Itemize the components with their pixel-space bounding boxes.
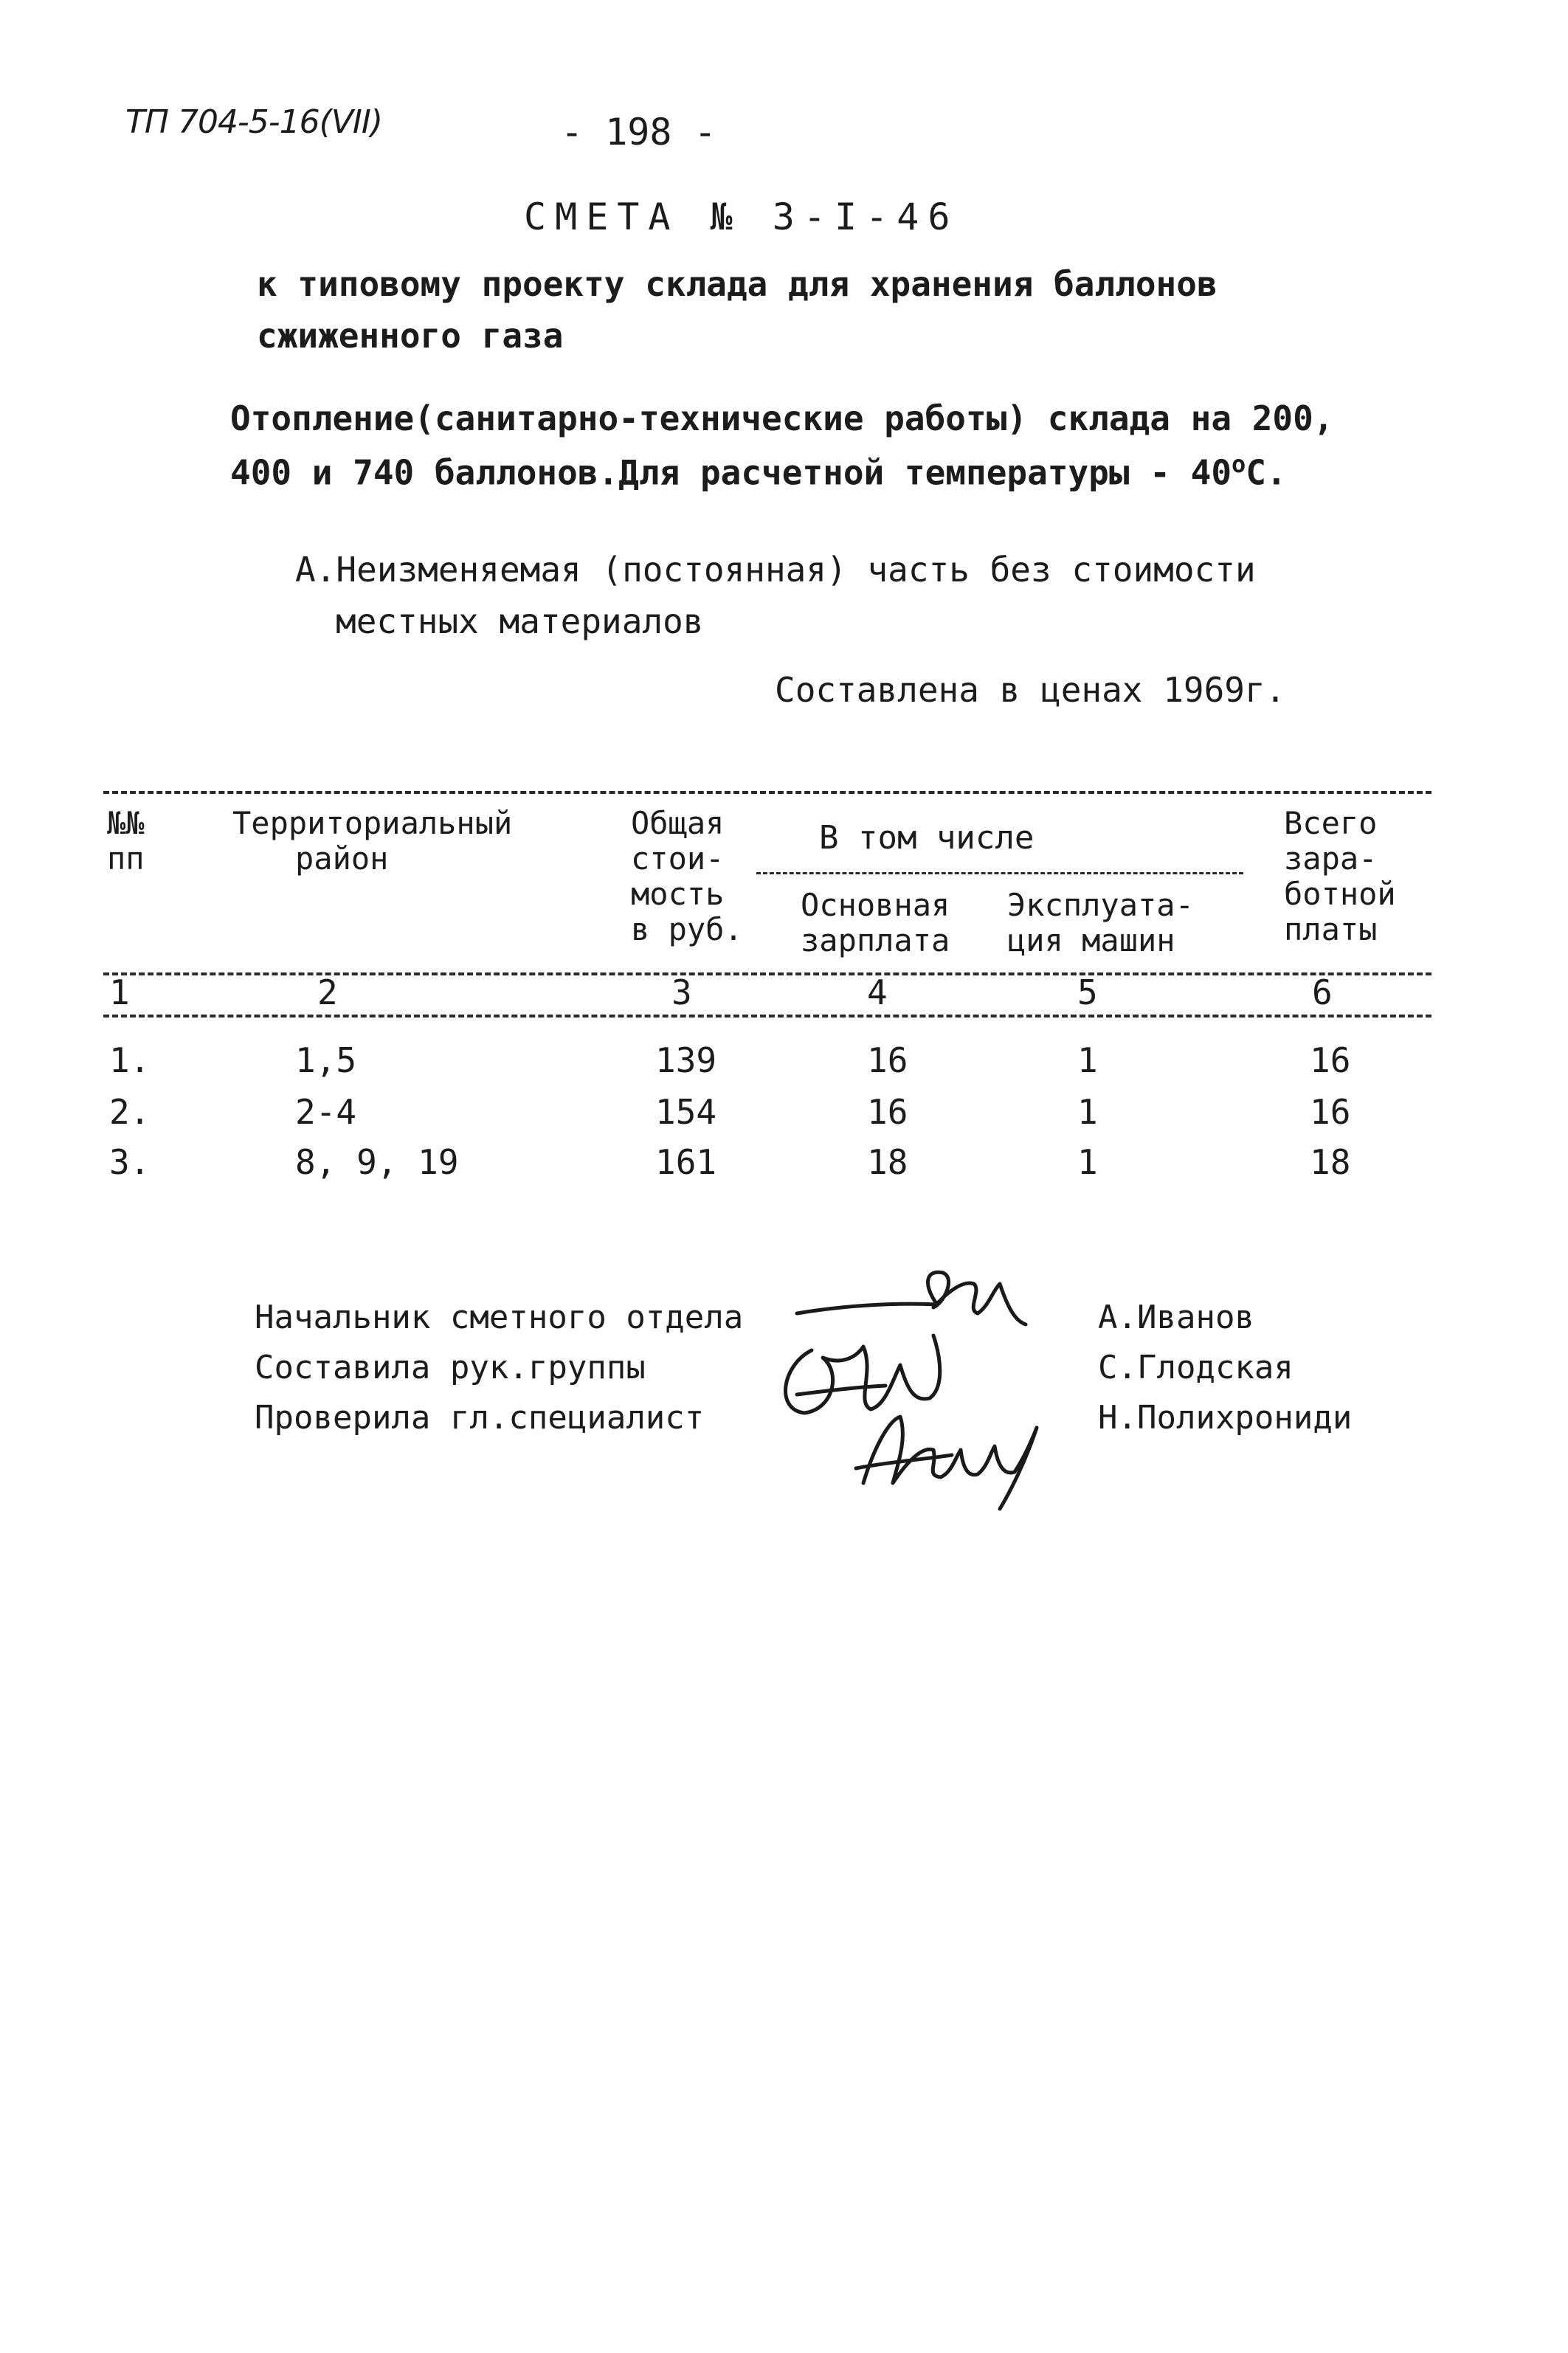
- title-subtitle-line1: к типовому проекту склада для хранения баллонов: [257, 264, 1218, 304]
- doc-code: ТП 704-5-16(VII): [125, 103, 383, 141]
- signature-role-2: Составила рук.группы: [255, 1349, 646, 1386]
- header-total-l3: мость: [631, 876, 725, 912]
- colnum-1: 1: [109, 972, 130, 1012]
- row2-region: 2-4: [295, 1092, 357, 1132]
- row2-total: 154: [655, 1092, 717, 1132]
- row1-total: 139: [655, 1040, 717, 1080]
- header-machines-l2: ция машин: [1007, 922, 1175, 958]
- header-basic-l2: зарплата: [801, 922, 950, 958]
- subject-line2: [230, 450, 1287, 492]
- row3-machines: 1: [1077, 1142, 1098, 1182]
- subject-line1: Отопление(санитарно-технические работы) склада на 200,: [230, 398, 1334, 438]
- row1-wages: 16: [1310, 1040, 1351, 1080]
- colnum-3: 3: [671, 972, 692, 1012]
- handwritten-signatures: [753, 1262, 1063, 1513]
- row1-region: 1,5: [295, 1040, 357, 1080]
- signature-role-1: Начальник сметного отдела: [255, 1299, 744, 1336]
- header-num-l2: пп: [107, 840, 145, 877]
- row3-region: 8, 9, 19: [295, 1142, 459, 1182]
- row3-total: 161: [655, 1142, 717, 1182]
- row2-wages: 16: [1310, 1092, 1351, 1132]
- header-wages-l3: ботной: [1284, 876, 1396, 912]
- header-basic-l1: Основная: [801, 887, 950, 923]
- document-title: СМЕТА № 3-I-46: [524, 196, 959, 238]
- title-subtitle-line2: сжиженного газа: [257, 316, 564, 356]
- header-wages-l4: платы: [1284, 911, 1378, 947]
- header-bottom-rule: [103, 972, 1431, 975]
- header-including-rule: [756, 872, 1243, 874]
- row3-basic: 18: [867, 1142, 908, 1182]
- header-total-l1: Общая: [631, 805, 725, 841]
- table-top-rule: [103, 791, 1431, 794]
- row2-machines: 1: [1077, 1092, 1098, 1132]
- header-machines-l1: Эксплуата-: [1007, 887, 1194, 923]
- price-note: Составлена в ценах 1969г.: [775, 670, 1286, 710]
- subject-line2-unit: С.: [1246, 452, 1287, 493]
- colnum-2: 2: [317, 972, 338, 1012]
- degree-sign: о: [1232, 450, 1246, 478]
- page-number: - 198 -: [561, 111, 716, 153]
- header-total-l4: в руб.: [631, 911, 743, 947]
- header-wages-l2: зара-: [1284, 840, 1378, 877]
- colnum-bottom-rule: [103, 1015, 1431, 1017]
- signature-role-3: Проверила гл.специалист: [255, 1399, 705, 1437]
- header-wages-l1: Всего: [1284, 805, 1378, 841]
- row2-num: 2.: [109, 1092, 151, 1132]
- signature-name-3: Н.Полихрониди: [1098, 1399, 1353, 1437]
- colnum-6: 6: [1312, 972, 1333, 1012]
- row2-basic: 16: [867, 1092, 908, 1132]
- colnum-4: 4: [867, 972, 888, 1012]
- header-num-l1: №№: [107, 805, 145, 841]
- row1-num: 1.: [109, 1040, 151, 1080]
- signature-name-1: А.Иванов: [1098, 1299, 1254, 1336]
- header-including: В том числе: [819, 819, 1035, 857]
- signature-name-2: С.Глодская: [1098, 1349, 1294, 1386]
- header-region-l2: район: [295, 840, 389, 877]
- subject-line2-text: 400 и 740 баллонов.Для расчетной температуры - 40: [230, 452, 1232, 493]
- section-title-line2: местных материалов: [336, 601, 704, 641]
- row3-num: 3.: [109, 1142, 151, 1182]
- section-title-line1: А.Неизменяемая (постоянная) часть без стоимости: [295, 550, 1256, 590]
- row1-machines: 1: [1077, 1040, 1098, 1080]
- row3-wages: 18: [1310, 1142, 1351, 1182]
- row1-basic: 16: [867, 1040, 908, 1080]
- colnum-5: 5: [1077, 972, 1098, 1012]
- header-total-l2: стои-: [631, 840, 725, 877]
- header-region-l1: Территориальный: [232, 805, 513, 841]
